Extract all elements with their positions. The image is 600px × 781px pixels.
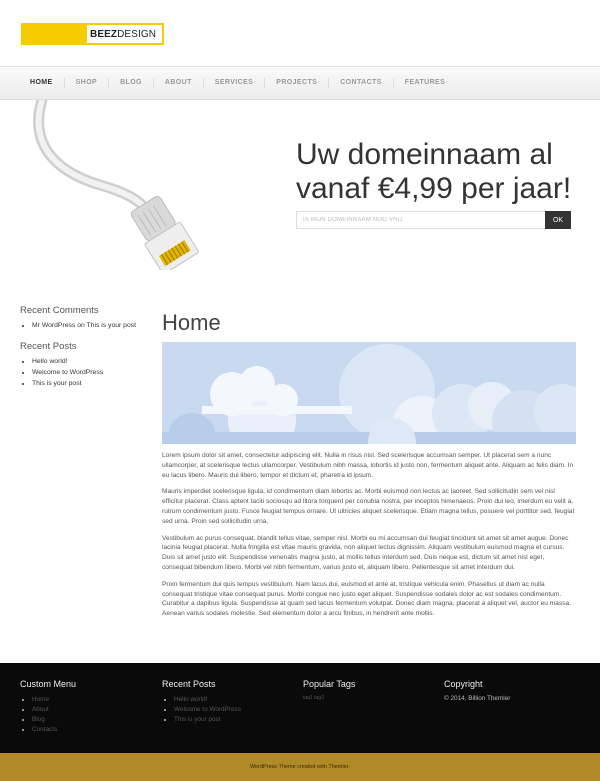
site-logo[interactable] [21, 23, 164, 45]
comment-item [32, 320, 150, 331]
logo-rest: DESIGN [117, 28, 157, 40]
list-item [32, 695, 150, 705]
list-item [174, 695, 292, 705]
footer-menu-link[interactable]: Blog [32, 716, 45, 723]
hero-headline-line1: Uw domeinnaam al [296, 138, 553, 171]
footer-recent-posts-title: Recent Posts [162, 679, 216, 689]
list-item [174, 715, 292, 725]
domain-search-button[interactable]: OK [545, 211, 571, 229]
sky-clouds-banner [162, 342, 576, 444]
list-item [32, 356, 150, 367]
recent-comments-widget [20, 305, 150, 331]
nav-item-blog[interactable]: BLOG [109, 78, 154, 88]
themler-link[interactable]: Themler [328, 764, 349, 770]
network-cable-illustration [20, 100, 220, 270]
hero-headline-line2: vanaf €4,99 per jaar! [296, 172, 572, 205]
recent-posts-widget [20, 341, 150, 389]
list-item [32, 725, 150, 735]
body-paragraph: Proin fermentum dui quis tempus vestibulum. Nam lacus dui, euismod et ante at, tristique vehicula enim. Phasellus ut diam ac nulla consequat tristique vitae consequat purus. Morbi congue nec justo eget aliquet. Suspendisse sodales dolor ac est sodales condimentum. Curabitur a dapibus ligula. Suspendisse at quam sed lacus fermentum volutpat. Donec diam magna, placerat a aliquet vel, auctor eu massa. Aenean varius sodales molestie. Sed elementum dolor a arcu finibus, in hendrerit ante mollis. [162, 580, 572, 618]
logo-mark [23, 25, 87, 43]
main-nav [0, 66, 600, 100]
credit-suffix: . [348, 764, 351, 770]
list-item [32, 715, 150, 725]
footer-post-link[interactable]: Hello world! [174, 696, 208, 703]
footer-popular-tags-title: Popular Tags [303, 679, 356, 689]
recent-comments-title: Recent Comments [20, 305, 99, 316]
domain-search-form [296, 211, 571, 229]
tag-cloud[interactable]: tag1 tag2 [303, 695, 324, 701]
domain-search-input[interactable] [296, 211, 545, 229]
nav-item-shop[interactable]: SHOP [65, 78, 109, 88]
page-title: Home [162, 310, 221, 335]
comment-on-text: on [77, 322, 85, 329]
recent-post-link[interactable]: This is your post [32, 380, 82, 387]
nav-item-about[interactable]: ABOUT [154, 78, 204, 88]
footer-menu-link[interactable]: Home [32, 696, 50, 703]
footer-copyright-title: Copyright [444, 679, 483, 689]
body-paragraph: Vestibulum ac purus consequat, blandit tellus vitae, semper nisl. Morbi eu mi accumsan dui feugiat tincidunt sit amet sit amet augue. Donec lacinia feugiat placerat. Nulla fringilla est vitae mauris gravida, non aliquet lectus dignissim. Aliquam vestibulum euismod magna et cursus. Duis sit amet justo elit. Suspendisse venenatis magna justo, at mollis tellus interdum sed. Duis neque est, dictum sit amet nisl eget, consequat bibendum libero. Morbi vel nibh fermentum, varius justo et, aliquam libero. Pellentesque sit amet interdum dui. [162, 534, 569, 571]
footer-menu-link[interactable]: About [32, 706, 49, 713]
footer-custom-menu [20, 679, 150, 735]
recent-post-link[interactable]: Hello world! [32, 358, 68, 365]
bottom-credit-bar [0, 753, 600, 781]
nav-item-projects[interactable]: PROJECTS [265, 78, 329, 88]
list-item [174, 705, 292, 715]
sidebar [20, 305, 150, 399]
list-item [32, 705, 150, 715]
footer-copyright [444, 679, 574, 702]
copyright-text: © 2014, Billion Themler [444, 695, 511, 702]
list-item [32, 378, 150, 389]
hero-headline [296, 138, 586, 206]
nav-item-contacts[interactable]: CONTACTS [329, 78, 394, 88]
credit-prefix: WordPress Theme [249, 764, 296, 770]
footer-post-link[interactable]: Welcome to WordPress [174, 706, 241, 713]
main-content [162, 310, 576, 626]
body-paragraph: Mauris imperdiet scelerisque ligula, id condimentum diam lobortis ac. Morbi euismod non lectus ac laoreet. Sed sollicitudin sem vel nisl efficitur placerat. Class aptent taciti sociosqu ad litora torquent per conubia nostra, per inceptos himenaeos. Proin dui leo, interdum eu velit a, rutrum condimentum justo. Fusce feugiat tempus ornare. Ut ultricies aliquet scelerisque. Etiam magna tellus, posuere vel porttitor sed, feugiat sed urna. Proin sed sollicitudin urna. [162, 488, 575, 525]
recent-posts-title: Recent Posts [20, 341, 77, 352]
comment-author-link[interactable]: Mr WordPress [32, 322, 76, 329]
recent-post-link[interactable]: Welcome to WordPress [32, 369, 104, 376]
site-footer [0, 663, 600, 753]
list-item [32, 367, 150, 378]
footer-custom-menu-title: Custom Menu [20, 679, 77, 689]
nav-item-services[interactable]: SERVICES [204, 78, 265, 88]
footer-recent-posts [162, 679, 292, 725]
footer-post-link[interactable]: This is your post [174, 716, 221, 723]
site-header [0, 0, 600, 66]
footer-menu-link[interactable]: Contacts [32, 726, 58, 733]
credit-middle: created with [297, 764, 327, 770]
body-paragraph: Lorem ipsum dolor sit amet, consectetur adipiscing elit. Nulla in risus nisl. Sed scelerisque accumsan semper. Ut placerat sem a nunc ullamcorper, at scelerisque lectus ullamcorper. Vestibulum nibh massa, lobortis id justo non, fermentum aliquet ante. Aliquam ac felis diam. In eu lacus libero. Mauris dui libero, tempor et dictum et, pharetra id ipsum. [162, 452, 574, 479]
nav-item-features[interactable]: FEATURES [404, 79, 446, 86]
footer-popular-tags [303, 679, 433, 701]
logo-bold: BEEZ [90, 28, 118, 40]
hero-section [0, 100, 600, 260]
comment-post-link[interactable]: This is your post [86, 322, 137, 329]
logo-text [87, 25, 162, 43]
nav-item-home[interactable]: HOME [19, 78, 65, 88]
